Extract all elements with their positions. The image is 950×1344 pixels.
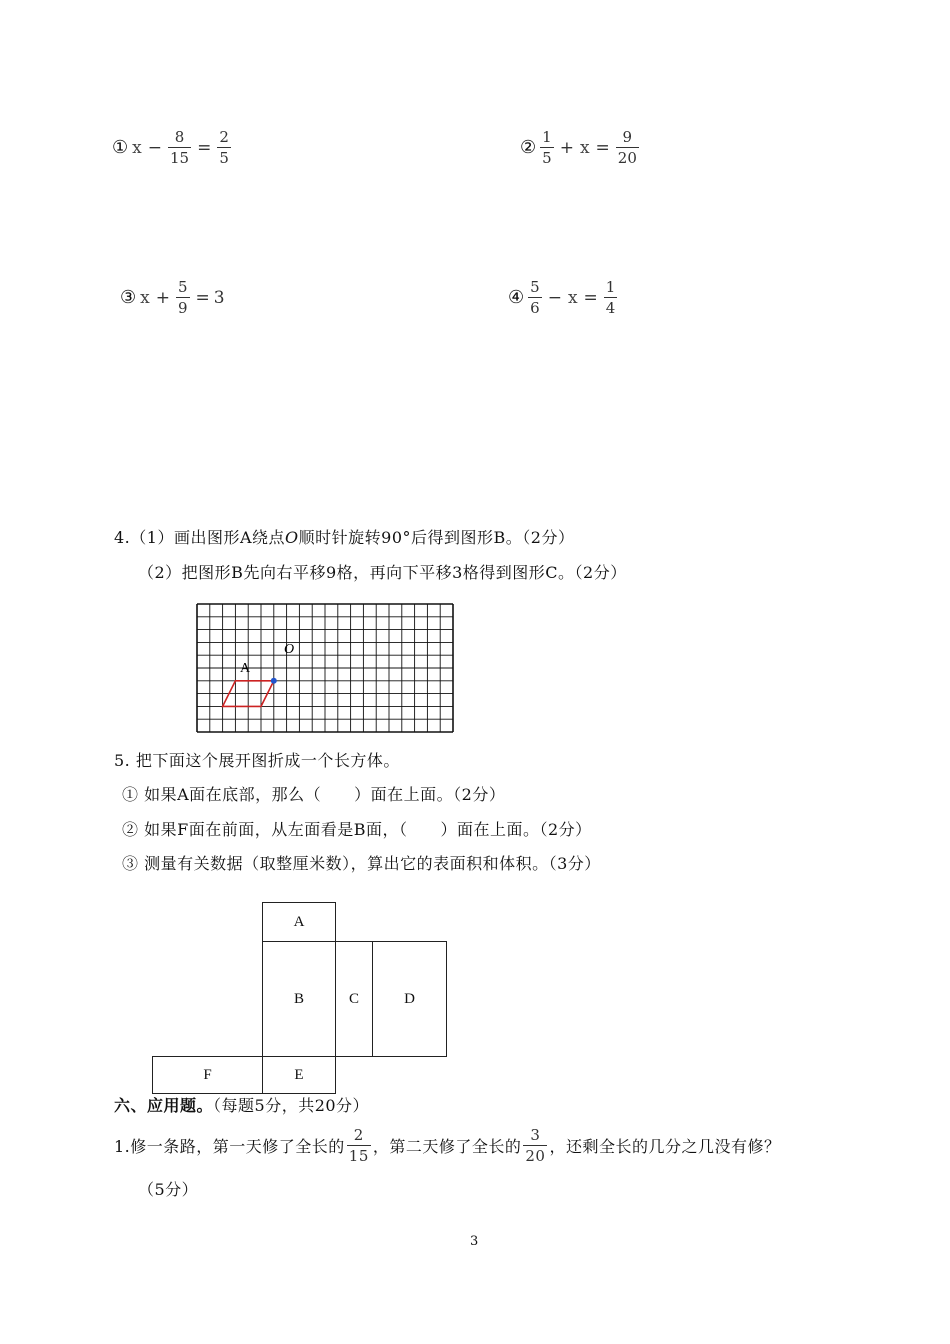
operator: + xyxy=(559,137,574,158)
face-f: F xyxy=(152,1056,263,1094)
variable: x xyxy=(567,287,578,308)
denominator: 15 xyxy=(169,149,190,167)
operator: − xyxy=(147,137,162,158)
denominator: 4 xyxy=(605,299,616,317)
fraction xyxy=(523,1126,547,1165)
denominator: 20 xyxy=(525,1147,546,1165)
point-o-label: O xyxy=(284,642,295,657)
fraction xyxy=(616,128,639,167)
fraction xyxy=(528,278,542,317)
q4-line1-text-end: 顺时针旋转90°后得到图形B。（2分） xyxy=(298,528,575,547)
rotation-grid xyxy=(194,601,456,733)
shape-a-label: A xyxy=(240,661,251,676)
variable: x xyxy=(579,137,590,158)
equation-2 xyxy=(520,128,641,167)
equation-3 xyxy=(120,278,225,317)
page-number: 3 xyxy=(470,1234,479,1249)
circle-number: ③ xyxy=(120,287,137,308)
fraction xyxy=(168,128,191,167)
circle-number: ④ xyxy=(508,287,525,308)
question-text: ，还剩全长的几分之几没有修？ xyxy=(549,1137,781,1156)
q5-item-2: ② 如果F面在前面，从左面看是B面，（ ）面在上面。（2分） xyxy=(122,820,592,839)
fraction xyxy=(347,1126,371,1165)
question-text: ，第二天修了全长的 xyxy=(372,1137,522,1156)
q5-item-3: ③ 测量有关数据（取整厘米数），算出它的表面积和体积。（3分） xyxy=(122,854,601,873)
face-a: A xyxy=(262,902,336,942)
denominator: 9 xyxy=(177,299,188,317)
denominator: 5 xyxy=(542,149,552,167)
numerator: 8 xyxy=(174,128,185,146)
equation-1 xyxy=(112,128,233,167)
q5-title: 5. 把下面这个展开图折成一个长方体。 xyxy=(114,751,400,770)
operator: − xyxy=(547,287,562,308)
equals-sign: = xyxy=(583,287,598,308)
numerator: 9 xyxy=(622,128,633,146)
point-o xyxy=(271,678,277,684)
denominator: 20 xyxy=(617,149,637,167)
circle-number: ① xyxy=(112,137,129,158)
fraction xyxy=(176,278,190,317)
right-hand-side: 3 xyxy=(213,287,225,308)
face-e: E xyxy=(262,1056,336,1094)
equals-sign: = xyxy=(197,137,212,158)
fraction xyxy=(540,128,554,167)
variable: x xyxy=(132,137,142,158)
numerator: 3 xyxy=(530,1126,541,1144)
section-note: （每题5分，共20分） xyxy=(213,1096,370,1115)
operator: + xyxy=(155,287,170,308)
numerator: 2 xyxy=(219,128,229,146)
point-o-label: O xyxy=(285,528,299,547)
numerator: 1 xyxy=(605,278,616,296)
face-b: B xyxy=(262,941,336,1057)
equals-sign: = xyxy=(595,137,610,158)
numerator: 5 xyxy=(177,278,188,296)
q4-line1 xyxy=(114,525,574,548)
q5-item-1: ① 如果A面在底部，那么（ ）面在上面。（2分） xyxy=(122,785,506,804)
equals-sign: = xyxy=(195,287,210,308)
app-question-1 xyxy=(114,1126,781,1165)
section-title: 六、应用题。 xyxy=(114,1096,214,1115)
denominator: 15 xyxy=(348,1147,369,1165)
equation-4 xyxy=(508,278,619,317)
fraction xyxy=(217,128,231,167)
numerator: 5 xyxy=(530,278,540,296)
denominator: 6 xyxy=(530,299,540,317)
face-d: D xyxy=(372,941,447,1057)
section-6-heading xyxy=(114,1093,369,1116)
app-question-1-score: （5分） xyxy=(138,1180,199,1199)
fraction xyxy=(604,278,618,317)
numerator: 1 xyxy=(542,128,552,146)
denominator: 5 xyxy=(219,149,229,167)
circle-number: ② xyxy=(520,137,537,158)
q4-line2: （2）把图形B先向右平移9格，再向下平移3格得到图形C。（2分） xyxy=(138,563,627,582)
question-text: 1.修一条路，第一天修了全长的 xyxy=(114,1137,345,1156)
numerator: 2 xyxy=(353,1126,364,1144)
face-c: C xyxy=(335,941,373,1057)
variable: x xyxy=(140,287,150,308)
grid-lines xyxy=(197,604,453,732)
q4-line1-text: 4.（1）画出图形A绕点 xyxy=(114,528,286,547)
